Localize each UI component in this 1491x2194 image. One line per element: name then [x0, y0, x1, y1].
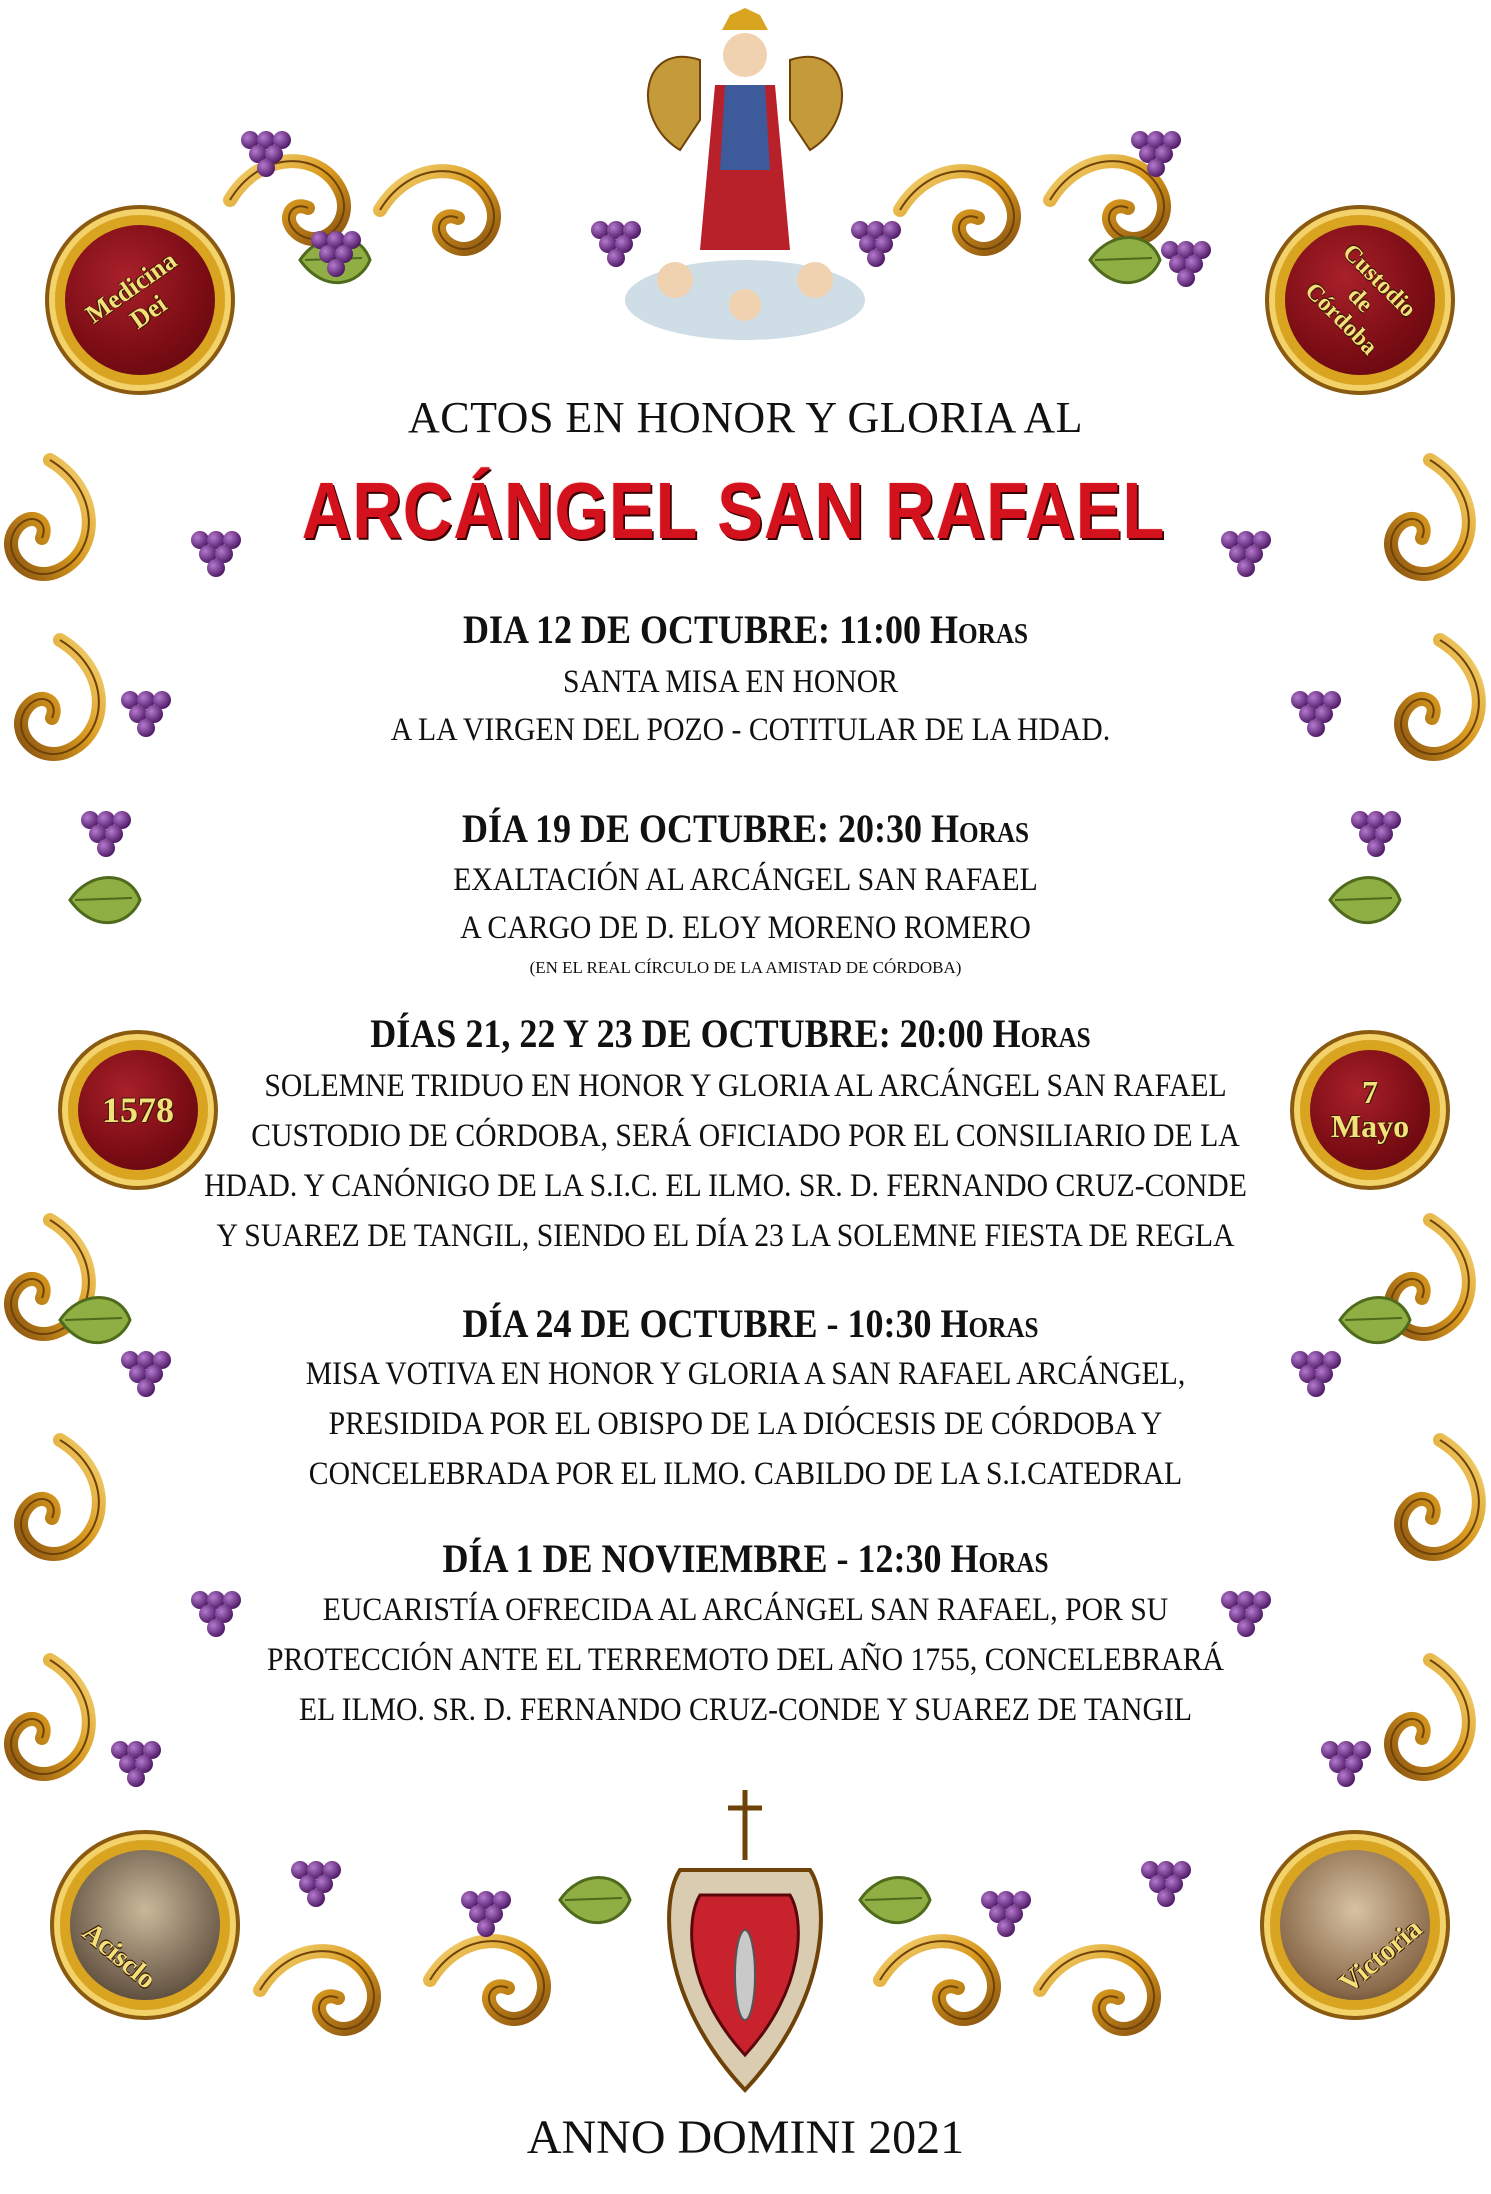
event-3-line-2: CUSTODIO DE CÓRDOBA, SERÁ OFICIADO POR EL CONSILIARIO DE LA: [251, 1118, 1240, 1154]
event-3-heading: [60, 1010, 1402, 1057]
medallion-7-mayo: [1300, 1040, 1440, 1180]
event-1-heading: [75, 606, 1417, 653]
medallion-day: 7: [1362, 1074, 1378, 1111]
event-hours-word: Horas: [930, 607, 1029, 652]
poster-title: ARCÁNGEL SAN RAFAEL: [301, 466, 1166, 555]
event-5-line-2: PROTECCIÓN ANTE EL TERREMOTO DEL AÑO 1755, CONCELEBRARÁ: [266, 1642, 1225, 1678]
event-3-line-1: SOLEMNE TRIDUO EN HONOR Y GLORIA AL ARCÁNGEL SAN RAFAEL: [264, 1068, 1227, 1104]
event-1-line-2: A LA VIRGEN DEL POZO - COTITULAR DE LA HDAD.: [390, 712, 1111, 748]
medallion-victoria: [1270, 1840, 1440, 2010]
medallion-1578: [68, 1040, 208, 1180]
event-4-heading: [80, 1300, 1422, 1347]
event-3-line-4: Y SUAREZ DE TANGIL, SIENDO EL DÍA 23 LA SOLEMNE FIESTA DE REGLA: [216, 1218, 1235, 1254]
medallion-year: 1578: [102, 1090, 174, 1130]
shield-crest-icon: [669, 1790, 821, 2090]
medallion-text: Victoria: [1333, 1913, 1429, 2000]
event-hours-word: Horas: [940, 1301, 1039, 1346]
event-5-heading: [75, 1535, 1417, 1582]
medallion-custodio-de-cordoba: [1275, 215, 1445, 385]
event-2-note: (EN EL REAL CÍRCULO DE LA AMISTAD DE CÓRDOBA): [529, 958, 962, 977]
event-2-line-2: A CARGO DE D. ELOY MORENO ROMERO: [460, 910, 1031, 946]
event-2-heading: [75, 805, 1417, 852]
medallion-text: Acisclo: [76, 1916, 162, 1996]
event-hours-word: Horas: [950, 1536, 1049, 1581]
event-date: DÍAS 21, 22 Y 23 DE OCTUBRE: 20:00: [370, 1011, 984, 1056]
event-5-line-1: EUCARISTÍA OFRECIDA AL ARCÁNGEL SAN RAFAEL, POR SU: [322, 1592, 1169, 1628]
medallion-text: Custodio de Córdoba: [1300, 238, 1422, 360]
event-hours-word: Horas: [931, 806, 1030, 851]
event-1-line-1: SANTA MISA EN HONOR: [562, 664, 899, 700]
event-date: DÍA 24 DE OCTUBRE - 10:30: [462, 1301, 932, 1346]
event-date: DÍA 1 DE NOVIEMBRE - 12:30: [442, 1536, 942, 1581]
event-date: DÍA 19 DE OCTUBRE: 20:30: [461, 806, 923, 851]
medallion-month: Mayo: [1330, 1108, 1410, 1144]
event-2-line-1: EXALTACIÓN AL ARCÁNGEL SAN RAFAEL: [453, 862, 1038, 898]
poster-footer-year: ANNO DOMINI 2021: [526, 2111, 965, 2164]
poster-subtitle: ACTOS EN HONOR Y GLORIA AL: [407, 393, 1084, 442]
medallion-medicina-dei: [55, 215, 225, 385]
event-4-line-2: PRESIDIDA POR EL OBISPO DE LA DIÓCESIS DE CÓRDOBA Y: [328, 1406, 1163, 1442]
event-5-line-3: EL ILMO. SR. D. FERNANDO CRUZ-CONDE Y SUAREZ DE TANGIL: [298, 1692, 1192, 1728]
event-hours-word: Horas: [992, 1011, 1091, 1056]
event-4-line-1: MISA VOTIVA EN HONOR Y GLORIA A SAN RAFAEL ARCÁNGEL,: [305, 1356, 1186, 1392]
archangel-figure-icon: [625, 8, 865, 340]
event-date: DIA 12 DE OCTUBRE: 11:00: [462, 607, 922, 652]
medallion-acisclo: [60, 1840, 230, 2010]
medallion-text: Medicina Dei: [80, 245, 183, 335]
event-3-line-3: HDAD. Y CANÓNIGO DE LA S.I.C. EL ILMO. SR. D. FERNANDO CRUZ-CONDE: [204, 1168, 1247, 1204]
event-4-line-3: CONCELEBRADA POR EL ILMO. CABILDO DE LA S.I.CATEDRAL: [308, 1456, 1183, 1492]
